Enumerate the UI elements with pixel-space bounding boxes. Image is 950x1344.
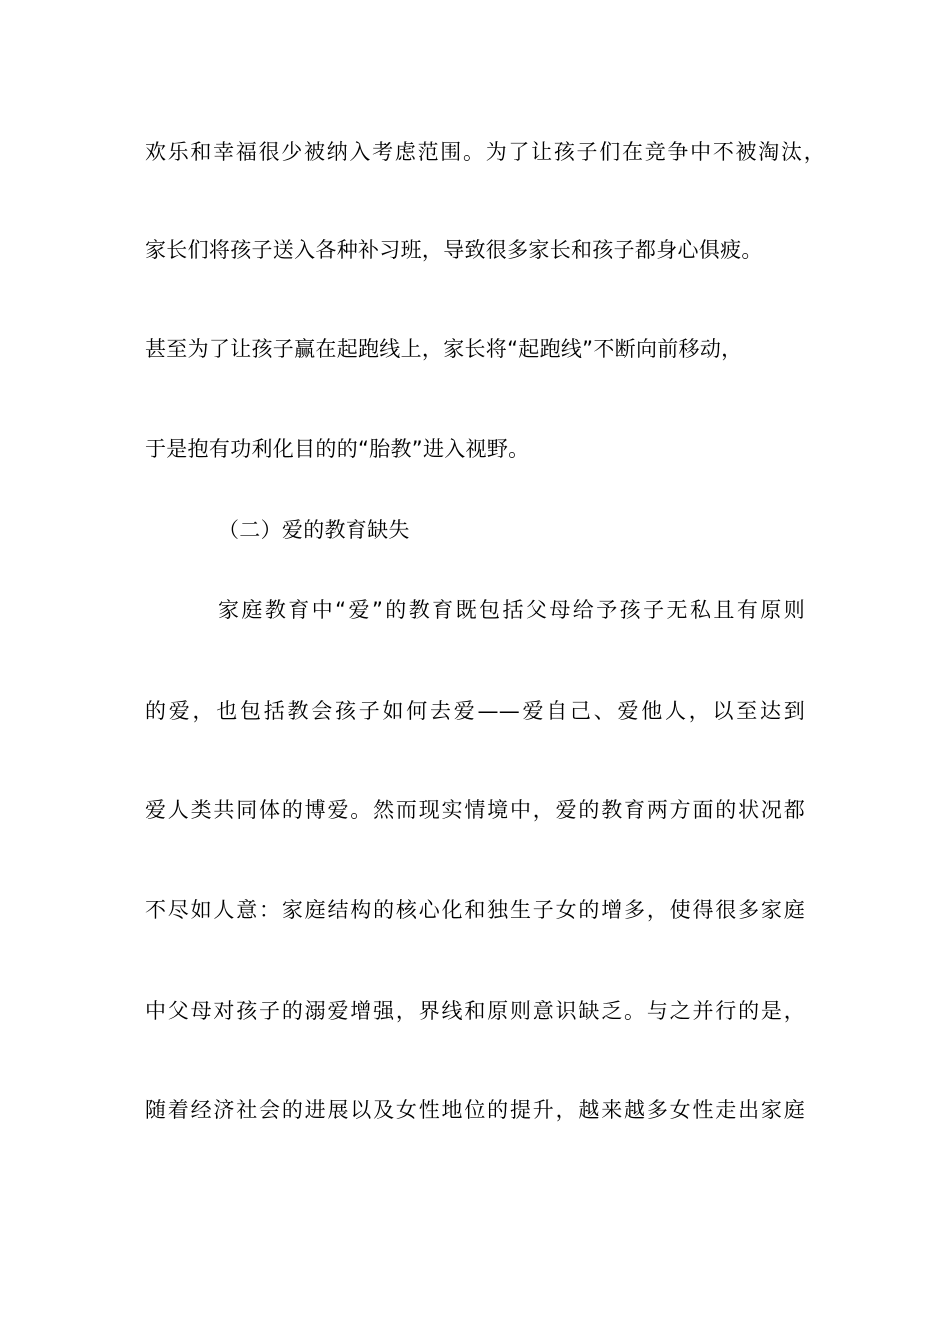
paragraph2-line-2: 的爱，也包括教会孩子如何去爱——爱自己、爱他人，以至达到 — [145, 699, 805, 723]
section-heading: （二）爱的教育缺失 — [218, 518, 410, 542]
paragraph-line-2: 家长们将孩子送入各种补习班，导致很多家长和孩子都身心俱疲。 — [145, 238, 763, 262]
paragraph2-line-6: 随着经济社会的进展以及女性地位的提升，越来越多女性走出家庭 — [145, 1098, 805, 1122]
paragraph-line-1: 欢乐和幸福很少被纳入考虑范围。为了让孩子们在竞争中不被淘汰， — [145, 140, 825, 164]
paragraph2-line-1: 家庭教育中“爱”的教育既包括父母给予孩子无私且有原则 — [218, 598, 805, 622]
paragraph2-line-4: 不尽如人意：家庭结构的核心化和独生子女的增多，使得很多家庭 — [145, 898, 805, 922]
paragraph-line-3: 甚至为了让孩子赢在起跑线上，家长将“起跑线”不断向前移动， — [145, 337, 743, 361]
paragraph2-line-3: 爱人类共同体的博爱。然而现实情境中，爱的教育两方面的状况都 — [145, 798, 805, 822]
paragraph2-line-5: 中父母对孩子的溺爱增强，界线和原则意识缺乏。与之并行的是， — [145, 999, 805, 1023]
paragraph-line-4: 于是抱有功利化目的的“胎教”进入视野。 — [145, 437, 530, 461]
